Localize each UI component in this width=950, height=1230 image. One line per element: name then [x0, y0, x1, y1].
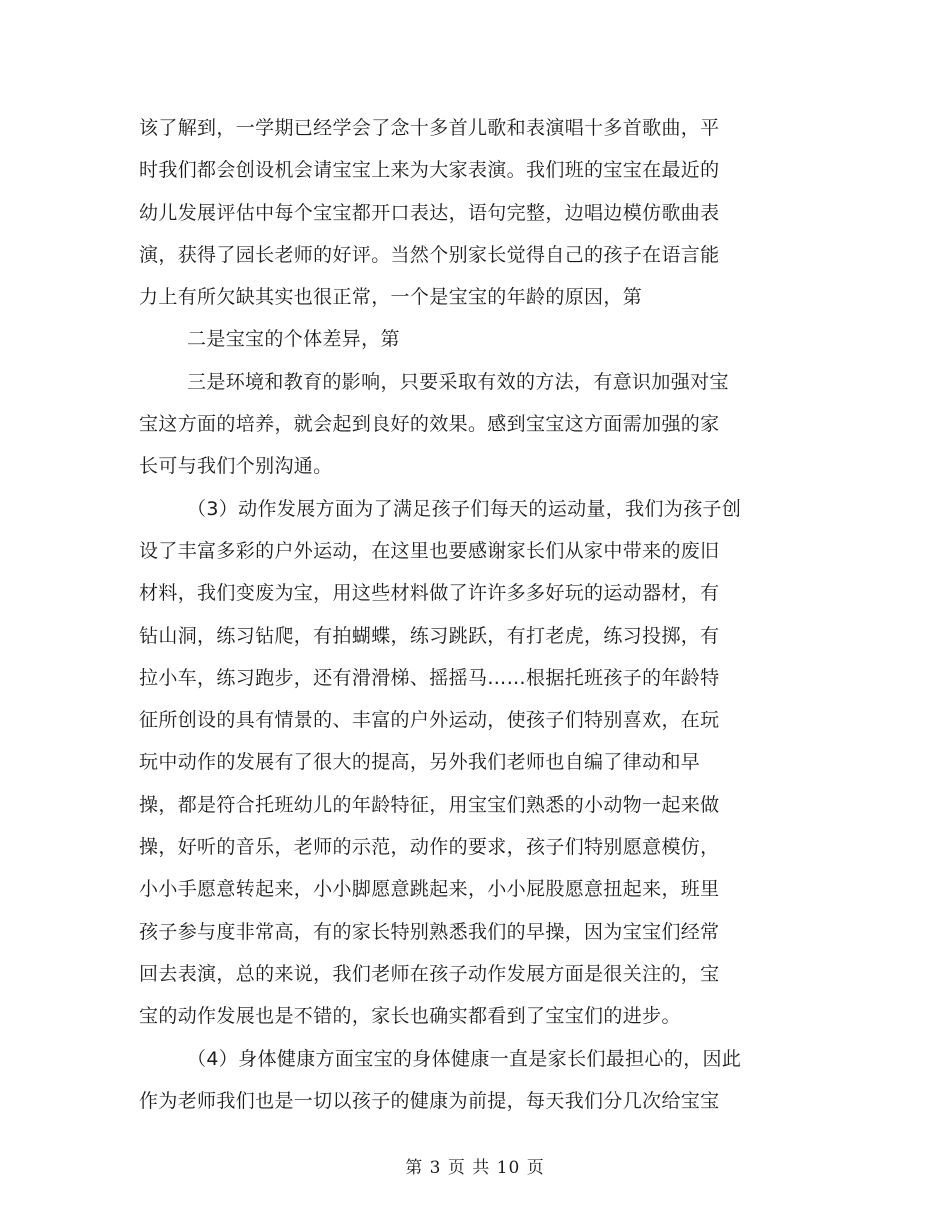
- text-line: 幼儿发展评估中每个宝宝都开口表达，语句完整，边唱边模仿歌曲表: [139, 201, 720, 224]
- text-line: 操，好听的音乐，老师的示范，动作的要求，孩子们特别愿意模仿，: [139, 836, 720, 859]
- text-line: 小小手愿意转起来，小小脚愿意跳起来，小小屁股愿意扭起来，班里: [139, 878, 720, 901]
- text-line: 操，都是符合托班幼儿的年龄特征，用宝宝们熟悉的小动物一起来做: [139, 793, 720, 816]
- text-line: 设了丰富多彩的户外运动，在这里也要感谢家长们从家中带来的废旧: [139, 539, 720, 562]
- text-line: 二是宝宝的个体差异，第: [187, 328, 400, 351]
- text-line: 拉小车，练习跑步，还有滑滑梯、摇摇马……根据托班孩子的年龄特: [139, 666, 720, 689]
- text-line: 三是环境和教育的影响，只要采取有效的方法，有意识加强对宝: [187, 370, 729, 393]
- text-line: 宝这方面的培养，就会起到良好的效果。感到宝宝这方面需加强的家: [139, 413, 720, 436]
- page-number-label: 第 3 页 共 10 页: [405, 1158, 545, 1178]
- text-line: 材料，我们变废为宝，用这些材料做了许许多多好玩的运动器材，有: [139, 582, 720, 605]
- text-line: 征所创设的具有情景的、丰富的户外运动，使孩子们特别喜欢，在玩: [139, 709, 720, 732]
- text-line: 长可与我们个别沟通。: [139, 455, 333, 478]
- body-text: [139, 107, 779, 1122]
- text-line: 作为老师我们也是一切以孩子的健康为前提，每天我们分几次给宝宝: [139, 1089, 720, 1112]
- text-line: 宝的动作发展也是不错的，家长也确实都看到了宝宝们的进步。: [139, 1005, 681, 1028]
- text-line: 力上有所欠缺其实也很正常，一个是宝宝的年龄的原因，第: [139, 286, 643, 309]
- text-line: 该了解到，一学期已经学会了念十多首儿歌和表演唱十多首歌曲，平: [139, 117, 720, 139]
- text-line: 演，获得了园长老师的好评。当然个别家长觉得自己的孩子在语言能: [139, 243, 720, 266]
- text-line: 回去表演，总的来说，我们老师在孩子动作发展方面是很关注的，宝: [139, 962, 720, 985]
- page-footer: [0, 1153, 950, 1178]
- text-line: （3）动作发展方面为了满足孩子们每天的运动量，我们为孩子创: [187, 497, 742, 520]
- text-line: 时我们都会创设机会请宝宝上来为大家表演。我们班的宝宝在最近的: [139, 159, 720, 182]
- text-line: （4）身体健康方面宝宝的身体健康一直是家长们最担心的，因此: [187, 1047, 742, 1070]
- text-line: 孩子参与度非常高，有的家长特别熟悉我们的早操，因为宝宝们经常: [139, 920, 720, 943]
- text-line: 钻山洞，练习钻爬，有拍蝴蝶，练习跳跃，有打老虎，练习投掷，有: [139, 624, 720, 647]
- text-line: 玩中动作的发展有了很大的提高，另外我们老师也自编了律动和早: [139, 751, 701, 774]
